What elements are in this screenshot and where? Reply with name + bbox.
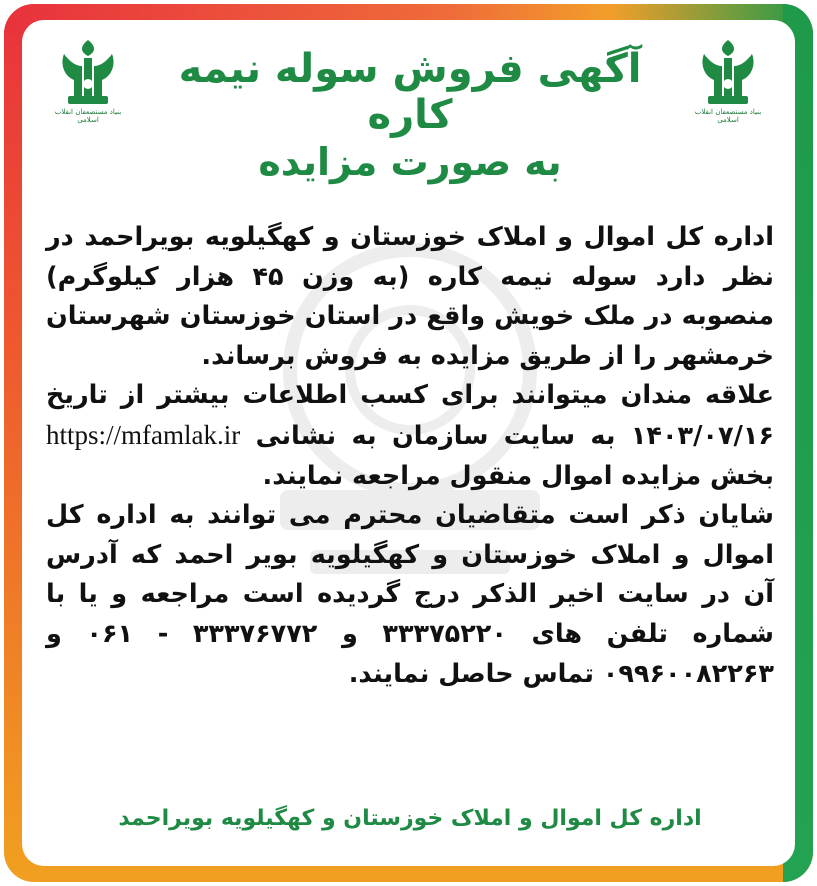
foundation-emblem-icon [690,36,766,110]
paragraph-info-website [46,376,774,496]
ad-title: آگهی فروش سوله نیمه کاره [178,46,642,138]
paragraph-contact: شایان ذکر است متقاضیان محترم می توانند به اداره کل اموال و املاک خوزستان و کهگیلویه بویر احمد که آدرس آن در سایت اخیر الذکر درج گردیده است مراجعه و یا با شماره تلفن های ۳۳۳۷۵۲۲۰ و ۳۳۳۷۶۷۷۲ - ۰۶۱ و ۰۹۹۶۰۰۸۲۲۶۳ تماس حاصل نمایند. [46,500,774,689]
logo-caption-left: بنیاد مستضعفان انقلاب اسلامی [54,108,122,124]
ad-subtitle: به صورت مزایده [258,140,562,184]
paragraph-info-text-end: بخش مزایده اموال منقول مراجعه نمایند. [262,460,774,491]
footer-signature: اداره کل اموال و املاک خوزستان و کهگیلویه بویراحمد [118,806,702,831]
logo-caption-right: بنیاد مستضعفان انقلاب اسلامی [694,108,762,124]
paragraph-info-text: علاقه مندان میتوانند برای کسب اطلاعات بیشتر از تاریخ ۱۴۰۳/۰۷/۱۶ به سایت سازمان به نشانی [46,380,774,451]
foundation-emblem-icon [50,36,126,110]
paragraph-auction-notice: اداره کل اموال و املاک خوزستان و کهگیلویه بویراحمد در نظر دارد سوله نیمه کاره (به وزن ۴۵ هزار کیلوگرم) منصوبه در ملک خویش واقع در استان خوزستان شهرستان خرمشهر را از طریق مزایده به فروش برساند. [46,222,774,371]
website-link[interactable]: https://mfamlak.ir [46,419,241,450]
ad-body [46,218,774,694]
